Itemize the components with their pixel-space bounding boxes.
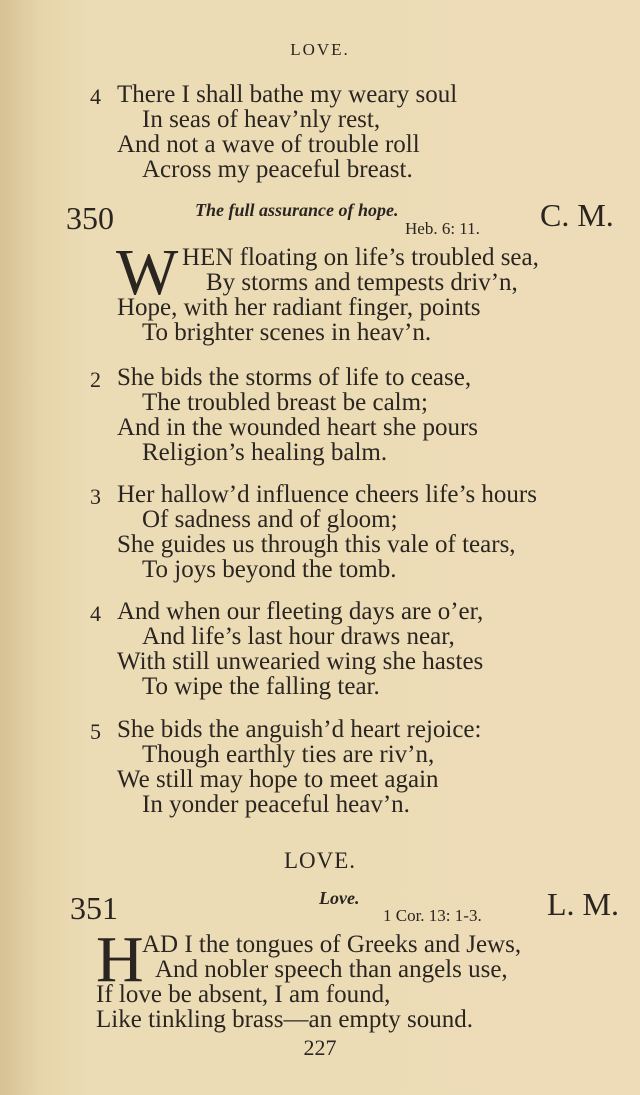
verse-line: There I shall bathe my weary soul: [117, 81, 458, 108]
verse-line: In seas of heav’nly rest,: [142, 106, 381, 133]
hymn-meter: L. M.: [547, 886, 619, 922]
verse-line: By storms and tempests driv’n,: [206, 269, 518, 296]
verse-line: With still unwearied wing she hastes: [117, 648, 484, 675]
verse-line: Religion’s healing balm.: [142, 439, 388, 466]
verse-line: And when our fleeting days are o’er,: [117, 598, 484, 625]
section-heading: LOVE.: [283, 848, 357, 873]
verse-line: And in the wounded heart she pours: [117, 414, 479, 441]
verse-line: Though earthly ties are riv’n,: [142, 741, 435, 768]
scripture-reference: Heb. 6: 11.: [405, 219, 480, 238]
verse-line: To wipe the falling tear.: [142, 673, 380, 700]
verse-line: HEN floating on life’s troubled sea,: [182, 244, 539, 271]
verse-line: Of sadness and of gloom;: [142, 506, 398, 533]
verse-line: She guides us through this vale of tears,: [117, 531, 516, 558]
page-number: 227: [303, 1035, 337, 1060]
verse-line: And not a wave of trouble roll: [117, 131, 420, 158]
verse-line: To brighter scenes in heav’n.: [142, 319, 432, 346]
verse-line: She bids the anguish’d heart rejoice:: [117, 716, 482, 743]
verse-line: The troubled breast be calm;: [142, 389, 428, 416]
verse-line: If love be absent, I am found,: [96, 981, 391, 1008]
drop-cap: W: [116, 236, 179, 309]
verse-line: To joys beyond the tomb.: [142, 556, 397, 583]
hymn-number: 351: [70, 890, 118, 926]
verse-line: And nobler speech than angels use,: [155, 956, 508, 983]
running-head: LOVE.: [290, 40, 350, 59]
stanza-number: 2: [90, 367, 101, 392]
verse-line: Across my peaceful breast.: [142, 156, 413, 183]
verse-line: AD I the tongues of Greeks and Jews,: [142, 931, 522, 958]
verse-line: In yonder peaceful heav’n.: [142, 791, 410, 818]
hymn-number: 350: [66, 200, 114, 236]
hymn-meter: C. M.: [540, 197, 614, 233]
stanza-number: 4: [90, 601, 101, 626]
verse-line: Like tinkling brass—an empty sound.: [96, 1006, 474, 1033]
stanza-number: 3: [90, 484, 101, 509]
verse-line: And life’s last hour draws near,: [142, 623, 455, 650]
hymn-title: Love.: [319, 888, 360, 908]
verse-line: She bids the storms of life to cease,: [117, 364, 472, 391]
verse-line: Her hallow’d influence cheers life’s hours: [117, 481, 537, 508]
scripture-reference: 1 Cor. 13: 1-3.: [383, 906, 482, 925]
drop-cap: H: [96, 923, 144, 996]
stanza-number: 4: [90, 84, 101, 109]
verse-line: We still may hope to meet again: [117, 766, 439, 793]
hymn-title: The full assurance of hope.: [195, 200, 399, 220]
stanza-number: 5: [90, 719, 101, 744]
verse-line: Hope, with her radiant finger, points: [117, 294, 481, 321]
